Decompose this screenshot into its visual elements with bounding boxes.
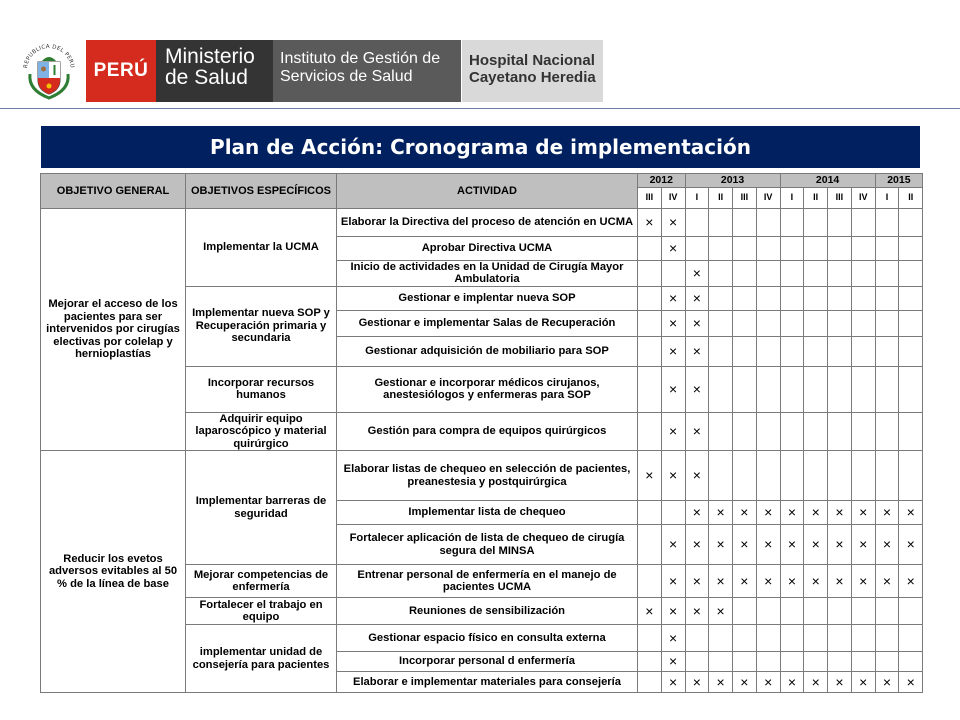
schedule-empty-cell [851,625,875,652]
schedule-empty-cell [804,310,828,336]
schedule-mark-cell: × [661,625,685,652]
actividad-cell: Fortalecer aplicación de lista de chequeo de cirugía segura del MINSA [337,525,638,565]
schedule-empty-cell [804,286,828,310]
objetivo-especifico-cell: Mejorar competencias de enfermería [186,565,337,598]
schedule-mark-cell: × [804,501,828,525]
schedule-empty-cell [756,412,780,451]
schedule-empty-cell [685,625,709,652]
schedule-empty-cell [638,412,662,451]
schedule-mark-cell: × [661,286,685,310]
schedule-empty-cell [804,652,828,672]
instituto-line2: Servicios de Salud [280,68,413,85]
schedule-mark-cell: × [685,451,709,501]
schedule-empty-cell [875,310,899,336]
schedule-empty-cell [638,625,662,652]
schedule-empty-cell [661,260,685,286]
schedule-empty-cell [828,260,852,286]
schedule-empty-cell [638,672,662,693]
schedule-empty-cell [733,366,757,412]
schedule-empty-cell [685,236,709,260]
schedule-empty-cell [899,412,923,451]
schedule-empty-cell [709,208,733,236]
schedule-mark-cell: × [875,672,899,693]
schedule-empty-cell [756,625,780,652]
header-quarter: III [733,187,757,208]
schedule-empty-cell [899,236,923,260]
actividad-cell: Reuniones de sensibilización [337,598,638,625]
schedule-empty-cell [756,451,780,501]
schedule-mark-cell: × [661,236,685,260]
schedule-empty-cell [661,501,685,525]
schedule-empty-cell [733,652,757,672]
schedule-empty-cell [899,286,923,310]
table-row [41,451,923,501]
header-quarter: I [780,187,804,208]
schedule-empty-cell [709,236,733,260]
schedule-empty-cell [638,286,662,310]
schedule-empty-cell [851,451,875,501]
schedule-empty-cell [851,310,875,336]
schedule-empty-cell [875,598,899,625]
schedule-mark-cell: × [851,501,875,525]
schedule-empty-cell [851,336,875,366]
schedule-empty-cell [733,236,757,260]
schedule-empty-cell [756,652,780,672]
slide-title: Plan de Acción: Cronograma de implementación [210,135,751,159]
schedule-empty-cell [851,652,875,672]
schedule-empty-cell [828,625,852,652]
header-year-2012: 2012 [638,174,686,188]
schedule-mark-cell: × [828,501,852,525]
schedule-mark-cell: × [661,336,685,366]
schedule-mark-cell: × [828,525,852,565]
header-quarter: II [899,187,923,208]
schedule-mark-cell: × [685,286,709,310]
schedule-mark-cell: × [685,336,709,366]
schedule-empty-cell [828,451,852,501]
schedule-empty-cell [780,208,804,236]
schedule-empty-cell [804,260,828,286]
schedule-empty-cell [780,260,804,286]
header-quarter: IV [756,187,780,208]
actividad-cell: Gestión para compra de equipos quirúrgicos [337,412,638,451]
header-quarter: IV [661,187,685,208]
schedule-mark-cell: × [685,672,709,693]
actividad-cell: Gestionar e implementar Salas de Recuperación [337,310,638,336]
table-row [41,208,923,236]
schedule-empty-cell [733,412,757,451]
hospital-logo [462,40,603,102]
schedule-mark-cell: × [899,672,923,693]
actividad-cell: Elaborar e implementar materiales para consejería [337,672,638,693]
schedule-empty-cell [638,260,662,286]
schedule-empty-cell [875,260,899,286]
schedule-mark-cell: × [685,501,709,525]
actividad-cell: Gestionar e incorporar médicos cirujanos, anestesiólogos y enfermeras para SOP [337,366,638,412]
schedule-empty-cell [875,366,899,412]
objetivo-especifico-cell: Implementar la UCMA [186,208,337,286]
schedule-empty-cell [638,565,662,598]
schedule-empty-cell [756,366,780,412]
schedule-empty-cell [804,208,828,236]
schedule-empty-cell [709,310,733,336]
schedule-empty-cell [875,208,899,236]
schedule-empty-cell [804,451,828,501]
schedule-mark-cell: × [828,565,852,598]
hospital-line2: Cayetano Heredia [469,69,596,86]
schedule-empty-cell [875,451,899,501]
schedule-mark-cell: × [661,208,685,236]
schedule-mark-cell: × [661,366,685,412]
schedule-mark-cell: × [804,525,828,565]
schedule-mark-cell: × [756,672,780,693]
ministerio-line2: de Salud [165,66,248,89]
schedule-mark-cell: × [733,672,757,693]
schedule-empty-cell [709,451,733,501]
schedule-empty-cell [733,310,757,336]
schedule-empty-cell [780,652,804,672]
objetivo-general-cell: Reducir los evetos adversos evitables al 50 % de la línea de base [41,451,186,693]
schedule-mark-cell: × [899,565,923,598]
schedule-mark-cell: × [780,565,804,598]
schedule-mark-cell: × [851,525,875,565]
schedule-empty-cell [638,501,662,525]
header-quarter: I [875,187,899,208]
schedule-empty-cell [899,366,923,412]
schedule-mark-cell: × [780,501,804,525]
schedule-empty-cell [780,286,804,310]
schedule-mark-cell: × [875,565,899,598]
schedule-empty-cell [899,260,923,286]
schedule-mark-cell: × [709,598,733,625]
schedule-empty-cell [851,286,875,310]
slide-title-band [41,126,920,168]
schedule-empty-cell [685,652,709,672]
schedule-mark-cell: × [685,260,709,286]
actividad-cell: Gestionar espacio físico en consulta externa [337,625,638,652]
schedule-mark-cell: × [756,525,780,565]
institution-logo-bar [18,40,603,102]
schedule-mark-cell: × [804,565,828,598]
header-quarter: III [828,187,852,208]
schedule-mark-cell: × [780,525,804,565]
actividad-cell: Elaborar listas de chequeo en selección de pacientes, preanestesia y postquirúrgica [337,451,638,501]
schedule-empty-cell [828,366,852,412]
header-objetivo-general: OBJETIVO GENERAL [41,174,186,209]
header-quarter: IV [851,187,875,208]
schedule-empty-cell [709,260,733,286]
actividad-cell: Gestionar e implentar nueva SOP [337,286,638,310]
schedule-mark-cell: × [709,565,733,598]
schedule-mark-cell: × [709,501,733,525]
schedule-mark-cell: × [638,451,662,501]
schedule-empty-cell [804,412,828,451]
schedule-empty-cell [828,412,852,451]
ministerio-de-salud-logo [156,40,273,102]
schedule-mark-cell: × [685,412,709,451]
schedule-empty-cell [828,286,852,310]
schedule-mark-cell: × [899,525,923,565]
schedule-mark-cell: × [780,672,804,693]
schedule-mark-cell: × [756,565,780,598]
schedule-empty-cell [828,652,852,672]
schedule-empty-cell [780,366,804,412]
schedule-mark-cell: × [685,366,709,412]
schedule-empty-cell [709,286,733,310]
schedule-empty-cell [733,625,757,652]
peru-logo [86,40,156,102]
schedule-empty-cell [851,260,875,286]
schedule-mark-cell: × [756,501,780,525]
schedule-mark-cell: × [661,451,685,501]
schedule-empty-cell [756,208,780,236]
header-divider [0,108,960,109]
schedule-empty-cell [733,208,757,236]
actividad-cell: Aprobar Directiva UCMA [337,236,638,260]
schedule-mark-cell: × [661,310,685,336]
schedule-empty-cell [709,366,733,412]
schedule-empty-cell [756,286,780,310]
schedule-mark-cell: × [733,525,757,565]
actividad-cell: Elaborar la Directiva del proceso de atención en UCMA [337,208,638,236]
objetivo-especifico-cell: implementar unidad de consejería para pacientes [186,625,337,693]
schedule-empty-cell [780,336,804,366]
schedule-mark-cell: × [709,525,733,565]
objetivo-especifico-cell: Adquirir equipo laparoscópico y material quirúrgico [186,412,337,451]
objetivo-especifico-cell: Implementar nueva SOP y Recuperación primaria y secundaria [186,286,337,366]
schedule-mark-cell: × [851,672,875,693]
schedule-empty-cell [851,598,875,625]
header-quarter: II [804,187,828,208]
schedule-empty-cell [756,598,780,625]
schedule-empty-cell [685,208,709,236]
schedule-empty-cell [828,208,852,236]
schedule-mark-cell: × [685,565,709,598]
schedule-empty-cell [875,652,899,672]
schedule-mark-cell: × [899,501,923,525]
schedule-mark-cell: × [733,565,757,598]
schedule-empty-cell [899,598,923,625]
schedule-empty-cell [875,412,899,451]
schedule-empty-cell [638,236,662,260]
schedule-empty-cell [851,366,875,412]
schedule-empty-cell [638,652,662,672]
header-quarter: I [685,187,709,208]
schedule-mark-cell: × [804,672,828,693]
ministerio-line1: Ministerio [165,45,255,68]
schedule-mark-cell: × [875,525,899,565]
implementation-schedule-table [40,173,923,693]
schedule-empty-cell [733,598,757,625]
peru-label: PERÚ [93,60,149,81]
schedule-empty-cell [804,598,828,625]
schedule-mark-cell: × [685,525,709,565]
schedule-empty-cell [804,366,828,412]
schedule-empty-cell [709,336,733,366]
header-year-2015: 2015 [875,174,923,188]
schedule-empty-cell [780,625,804,652]
schedule-empty-cell [899,208,923,236]
header-quarter: II [709,187,733,208]
schedule-empty-cell [638,310,662,336]
schedule-empty-cell [756,310,780,336]
schedule-empty-cell [899,625,923,652]
schedule-empty-cell [851,208,875,236]
hospital-line1: Hospital Nacional [469,52,595,69]
schedule-empty-cell [804,236,828,260]
schedule-empty-cell [851,236,875,260]
actividad-cell: Gestionar adquisición de mobiliario para SOP [337,336,638,366]
schedule-mark-cell: × [661,598,685,625]
schedule-mark-cell: × [638,598,662,625]
instituto-line1: Instituto de Gestión de [280,50,441,67]
objetivo-especifico-cell: Incorporar recursos humanos [186,366,337,412]
schedule-empty-cell [733,260,757,286]
schedule-empty-cell [828,336,852,366]
seal-arc-text: REPUBLICA DEL PERU [23,43,75,69]
schedule-empty-cell [638,336,662,366]
schedule-empty-cell [899,652,923,672]
schedule-empty-cell [733,451,757,501]
objetivo-general-cell: Mejorar el acceso de los pacientes para ser intervenidos por cirugías electivas por colelap y hernioplastías [41,208,186,451]
schedule-empty-cell [875,625,899,652]
header-year-2014: 2014 [780,174,875,188]
schedule-mark-cell: × [875,501,899,525]
schedule-mark-cell: × [661,412,685,451]
schedule-mark-cell: × [661,525,685,565]
schedule-empty-cell [638,525,662,565]
schedule-empty-cell [875,286,899,310]
actividad-cell: Inicio de actividades en la Unidad de Cirugía Mayor Ambulatoria [337,260,638,286]
schedule-empty-cell [756,336,780,366]
schedule-mark-cell: × [685,310,709,336]
schedule-empty-cell [804,625,828,652]
actividad-cell: Implementar lista de chequeo [337,501,638,525]
schedule-empty-cell [875,236,899,260]
schedule-empty-cell [828,236,852,260]
schedule-mark-cell: × [661,672,685,693]
schedule-empty-cell [709,625,733,652]
schedule-mark-cell: × [685,598,709,625]
schedule-empty-cell [780,451,804,501]
schedule-empty-cell [780,236,804,260]
instituto-gestion-logo [273,40,461,102]
schedule-empty-cell [899,310,923,336]
header-actividad: ACTIVIDAD [337,174,638,209]
schedule-mark-cell: × [661,652,685,672]
header-quarter: III [638,187,662,208]
header-year-2013: 2013 [685,174,780,188]
schedule-empty-cell [733,286,757,310]
schedule-mark-cell: × [851,565,875,598]
actividad-cell: Entrenar personal de enfermería en el manejo de pacientes UCMA [337,565,638,598]
schedule-empty-cell [780,310,804,336]
schedule-empty-cell [851,412,875,451]
schedule-empty-cell [875,336,899,366]
schedule-empty-cell [709,652,733,672]
schedule-empty-cell [899,336,923,366]
schedule-empty-cell [638,366,662,412]
schedule-mark-cell: × [828,672,852,693]
actividad-cell: Incorporar personal d enfermería [337,652,638,672]
schedule-empty-cell [828,310,852,336]
schedule-empty-cell [709,412,733,451]
schedule-empty-cell [780,412,804,451]
schedule-empty-cell [899,451,923,501]
objetivo-especifico-cell: Fortalecer el trabajo en equipo [186,598,337,625]
schedule-empty-cell [756,236,780,260]
schedule-mark-cell: × [709,672,733,693]
schedule-empty-cell [804,336,828,366]
objetivo-especifico-cell: Implementar barreras de seguridad [186,451,337,565]
schedule-empty-cell [828,598,852,625]
schedule-empty-cell [733,336,757,366]
peru-coat-of-arms-icon [18,40,80,102]
schedule-mark-cell: × [733,501,757,525]
schedule-mark-cell: × [638,208,662,236]
header-objetivos-especificos: OBJETIVOS ESPECÍFICOS [186,174,337,209]
schedule-mark-cell: × [661,565,685,598]
schedule-empty-cell [780,598,804,625]
schedule-empty-cell [756,260,780,286]
